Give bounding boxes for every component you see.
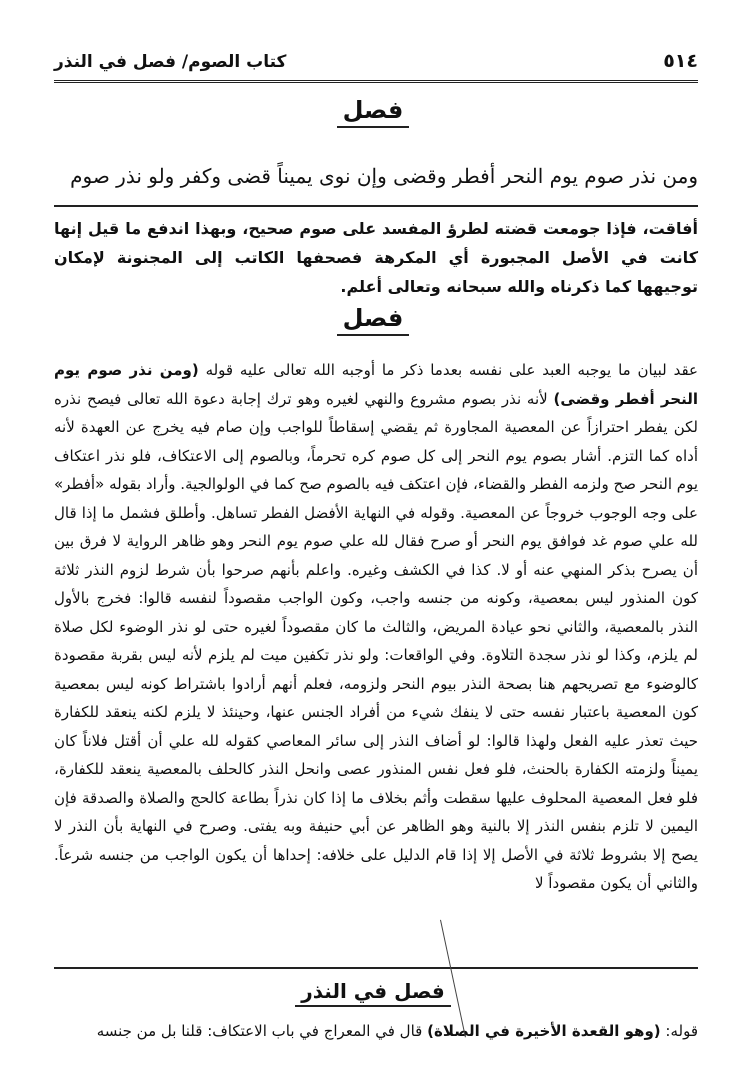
section-heading-first-text: فصل	[337, 96, 410, 128]
matn-text: ومن نذر صوم يوم النحر أفطر وقضى وإن نوى يميناً قضى وكفر ولو نذر صوم	[70, 164, 698, 188]
section-heading-first	[0, 96, 746, 128]
divider-rule-bottom	[54, 967, 698, 969]
running-title: كتاب الصوم/ فصل في النذر	[54, 52, 287, 72]
section-heading-second-text: فصل	[337, 304, 410, 336]
commentary-body: قال في المعراج في باب الاعتكاف: قلنا بل من جنسه	[96, 1022, 423, 1040]
paragraph-2-quote: (ومن نذر صوم يوم النحر أفطر وقضى)	[54, 361, 698, 408]
paragraph-2-lead: عقد لبيان ما يوجبه العبد على نفسه بعدما ذكر ما أوجبه الله تعالى عليه قوله	[205, 361, 698, 379]
paragraph-2-body: لأنه نذر بصوم مشروع والنهي لغيره وهو ترك إجابة دعوة الله تعالى فيصح نذره لكن يفطر احترازاً عن المعصية المجاورة ثم يقضي إسقاطاً للواجب وإن صام فيه يخرج عن العهدة لأنه أداه كما التزم. أشار بصوم يوم النحر إلى كل صوم كره تحرماً، وبالصوم إلى الاعتكاف، فلو نذر اعتكاف يوم النحر صح ولزمه الفطر والقضاء، فإن اعتكف فيه بالصوم صح كما في الولوالجية. وأراد بقوله «أفطر» على وجه الوجوب خروجاً عن المعصية. وقوله في النهاية الأفضل الفطر تساهل. وأطلق فشمل ما إذا قال لله علي صوم غد فوافق يوم النحر أو صرح فقال لله علي صوم يوم النحر وهو ظاهر الرواية لا فرق بين أن يصرح بذكر المنهي عنه أو لا. كذا في الكشف وغيره. واعلم بأنهم صرحوا بأن شرط لزوم النذر ثلاثة كون المنذور ليس بمعصية، وكونه من جنسه واجب، وكون الواجب مقصوداً لنفسه قالوا: فخرج بالأول النذر بالمعصية، والثاني نحو عيادة المريض، والثالث ما كان مقصوداً لغيره حتى لو نذر الوضوء لكل صلاة لم يلزم، وكذا لو نذر سجدة التلاوة. وفي الواقعات: ولو نذر تكفين ميت لم يلزم لأنه ليس بقربة مقصودة كالوضوء مع تصريحهم هنا بصحة النذر بيوم النحر ولزومه، فعلم أنهم أرادوا باشتراط كونه ليس بمعصية كون المعصية باعتبار نفسه حتى لا ينفك شيء من أفراد الجنس عنها، وحينئذ لا يلزم لكنه ينعقد للكفارة حيث تعذر عليه الفعل ولهذا قالوا: لو أضاف النذر إلى سائر المعاصي كقوله لله علي أن أقتل فلاناً كان يميناً ولزمته الكفارة بالحنث، فلو فعل نفس المنذور عصى وانحل النذر كالحلف بالمعصية ينعقد للكفارة، فلو فعل المعصية المحلوف عليها سقطت وأثم بخلاف ما إذا كان نذراً بطاعة كالحج والصلاة والصدقة فإن اليمين لا تلزم بنفس النذر إلا بالنية وهو الظاهر عن أبي حنيفة وبه يفتى. وصرح في النهاية بأن النذر لا يصح إلا بشروط ثلاثة في الأصل إلا إذا قام الدليل على خلافه: إحداها أن يكون الواجب من جنسه شرعاً. والثاني أن يكون مقصوداً لا	[54, 389, 698, 892]
divider-rule-top	[54, 205, 698, 207]
sharh-paragraph-2	[54, 356, 698, 898]
hashiya-commentary	[54, 1018, 698, 1044]
running-head	[54, 46, 698, 83]
section-heading-second	[0, 304, 746, 336]
commentary-quote: (وهو القعدة الأخيرة في الصلاة)	[427, 1022, 661, 1040]
commentary-lead: قوله:	[665, 1022, 698, 1040]
section-heading-third	[0, 979, 746, 1007]
page-number: ٥١٤	[663, 50, 698, 72]
section-heading-third-text: فصل في النذر	[295, 979, 451, 1007]
sharh-paragraph-1: أفاقت، فإذا جومعت قضته لطرؤ المفسد على صوم صحيح، وبهذا اندفع ما قيل إنها كانت في الأصل المجبورة أي المكرهة فصحفها الكاتب إلى المجنونة لإمكان توجيهها كما ذكرناه والله سبحانه وتعالى أعلم.	[54, 219, 698, 296]
